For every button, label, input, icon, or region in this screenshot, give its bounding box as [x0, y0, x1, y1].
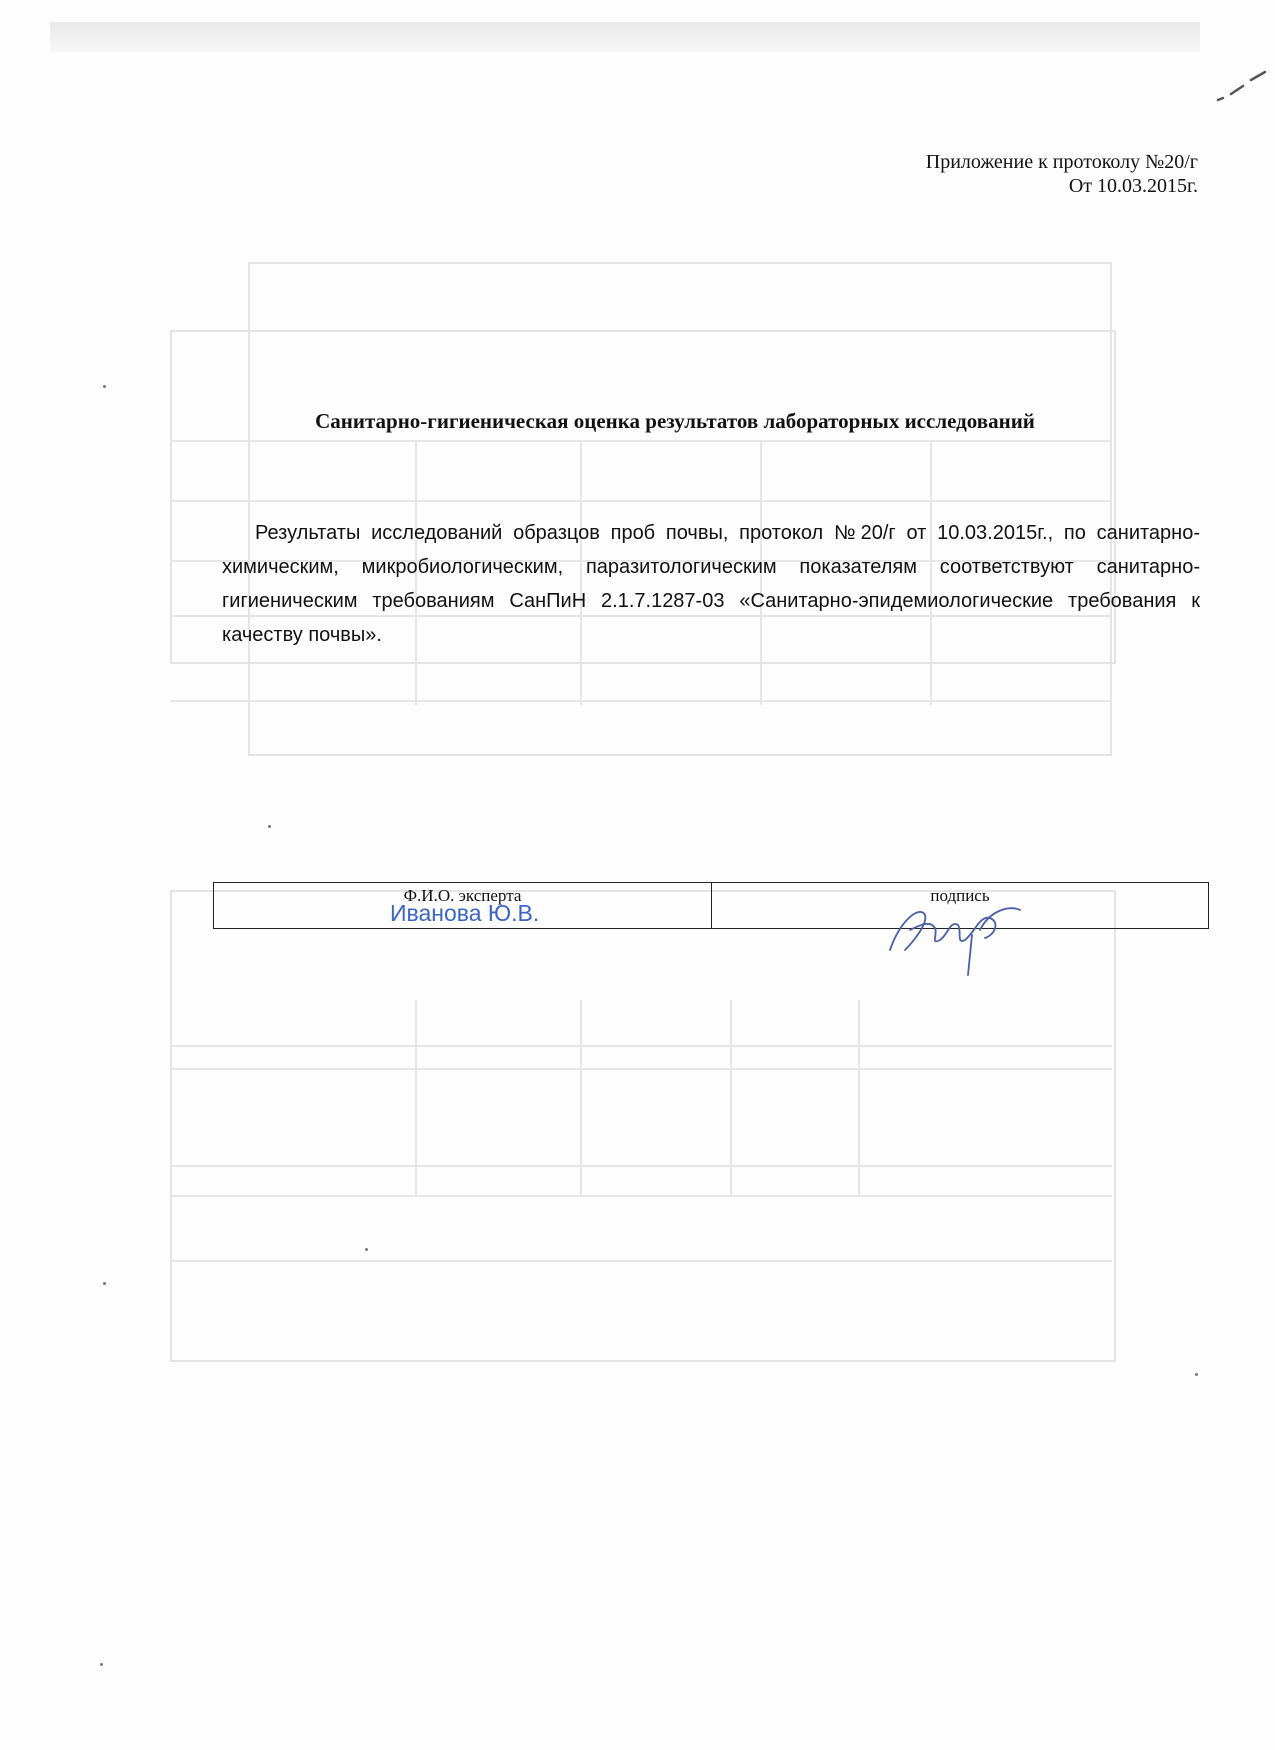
expert-name-stamp: Иванова Ю.В. — [390, 900, 540, 926]
document-title: Санитарно-гигиеническая оценка результатов лабораторных исследований — [315, 409, 1035, 433]
scan-speck — [100, 1663, 103, 1666]
handwritten-signature-icon — [880, 890, 1030, 980]
scan-speck — [268, 825, 271, 828]
scan-top-shadow — [50, 22, 1200, 52]
scan-speck — [1195, 1373, 1198, 1376]
pen-mark-icon — [1213, 68, 1273, 108]
scan-speck — [103, 1282, 106, 1285]
scan-speck — [365, 1248, 368, 1251]
annex-line-protocol: Приложение к протоколу №20/г — [925, 151, 1198, 173]
expert-cell — [214, 883, 712, 928]
expert-column-header: Ф.И.О. эксперта — [403, 886, 522, 905]
signature-table — [213, 882, 1209, 929]
annex-line-date: От 10.03.2015г. — [1068, 175, 1198, 197]
scan-speck — [103, 385, 106, 388]
conclusion-paragraph: Результаты исследований образцов проб почвы, протокол №20/г от 10.03.2015г., по санитарно-химическим, микробиологическим, паразитологическим показателям соответствуют санитарно-гигиеническим требованиям СанПиН 2.1.7.1287-03 «Санитарно-эпидемиологические требования к качеству почвы». — [222, 522, 1200, 646]
annex-reference — [598, 150, 1198, 198]
signature-column-header: подпись — [930, 886, 990, 905]
